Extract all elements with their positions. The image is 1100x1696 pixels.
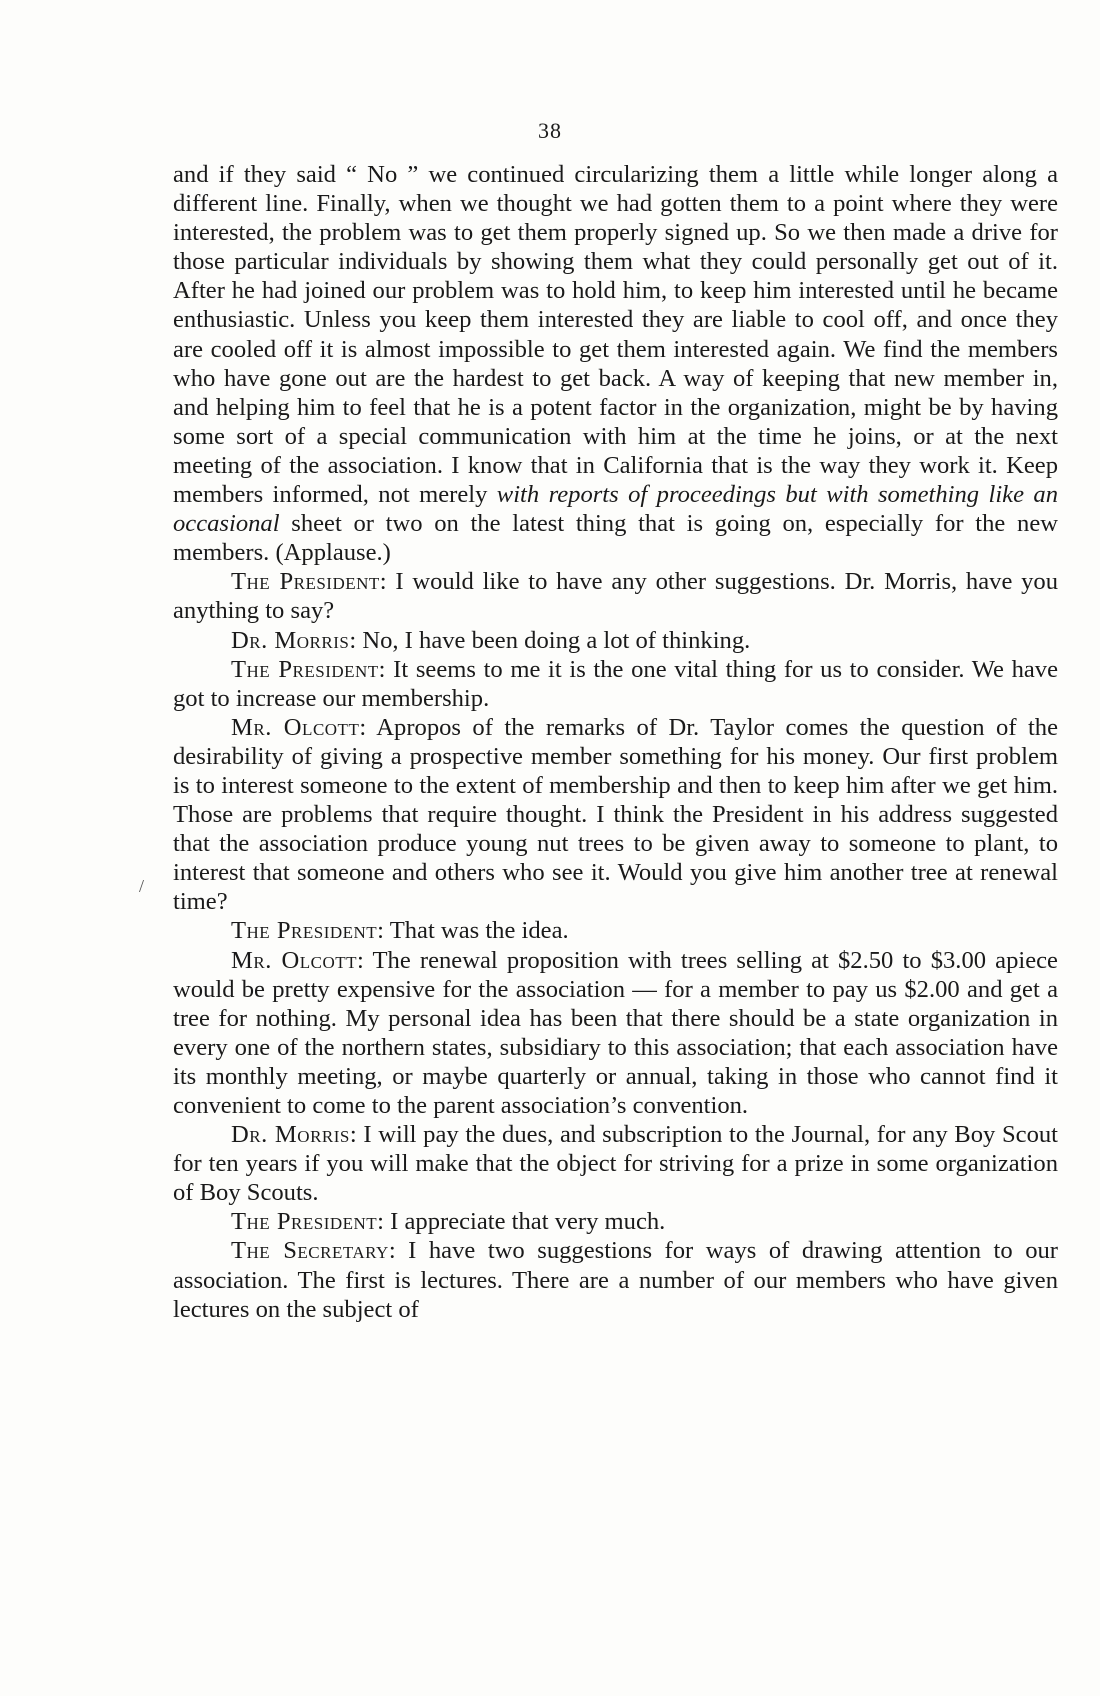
- paragraph-text: sheet or two on the latest thing that is going on, especially for the new members. (Applause.): [173, 510, 1058, 567]
- dialogue-paragraph: The Secretary: I have two suggestions for ways of drawing attention to our association. The first is lectures. There are a number of our members who have given lectures on the subject of: [173, 1237, 1058, 1323]
- dialogue-paragraph: The President: I appreciate that very much.: [231, 1208, 666, 1236]
- dialogue-text: I would like to have any other suggestions. Dr. Morris, have you anything to say?: [173, 568, 1059, 625]
- speaker-label: The Secretary: [231, 1237, 389, 1265]
- dialogue-paragraph: Mr. Olcott: The renewal proposition with trees selling at $2.50 to $3.00 apiece would be pretty expensive for the association — for a member to pay us $2.00 and get a tree for nothing. My personal idea has been that there should be a state organization in every one of the northern states, subsidiary to this association; that each association have its monthly meeting, or maybe quarterly or annual, taking in those who cannot find it convenient to come to the parent association’s convention.: [173, 946, 1058, 1119]
- dialogue-paragraph: The President: It seems to me it is the one vital thing for us to consider. We have got to increase our membership.: [173, 655, 1058, 712]
- paragraph-continuation: [173, 160, 1058, 567]
- dialogue-paragraph: Dr. Morris: No, I have been doing a lot of thinking.: [231, 626, 751, 654]
- speaker-label: The President: [231, 568, 380, 596]
- dialogue-text: I appreciate that very much.: [390, 1208, 666, 1236]
- dialogue-text: That was the idea.: [389, 917, 569, 945]
- speaker-label: Mr. Olcott: [231, 946, 358, 974]
- dialogue-text: The renewal proposition with trees selling at $2.50 to $3.00 apiece would be pretty expensive for the association — for a member to pay us $2.00 and get a tree for nothing. My personal idea has been that there should be a state organization in every one of the northern states, subsidiary to this association; that each association have its monthly meeting, or maybe quarterly or annual, taking in those who cannot find it convenient to come to the parent association’s convention.: [173, 946, 1058, 1119]
- dialogue-paragraph: Dr. Morris: I will pay the dues, and subscription to the Journal, for any Boy Scout for ten years if you will make that the object for striving for a prize in some organization of Boy Scouts.: [173, 1121, 1058, 1207]
- dialogue-paragraph: Mr. Olcott: Apropos of the remarks of Dr. Taylor comes the question of the desirability of giving a prospective member something for his money. Our first problem is to interest someone to the extent of membership and then to keep him after we get him. Those are problems that require thought. I think the President in his address suggested that the association produce young nut trees to be given away to someone to plant, to interest that someone and others who see it. Would you give him another tree at renewal time?: [173, 713, 1059, 916]
- speaker-label: The President: [231, 655, 379, 683]
- speaker-label: The President: [231, 1208, 378, 1236]
- dialogue-paragraph: The President: That was the idea.: [231, 917, 569, 945]
- margin-mark: /: [139, 876, 145, 896]
- paragraph-text: and if they said “ No ” we continued circularizing them a little while longer along a different line. Finally, when we thought we had gotten them to a point where they were interested, the problem was to get them properly signed up. So we then made a drive for those particular individuals by showing them what they could personally get out of it. After he had joined our problem was to hold him, to keep him interested until he became enthusiastic. Unless you keep them interested they are liable to cool off, and once they are cooled off it is almost impossible to get them interested again. We find the members who have gone out are the hardest to get back. A way of keeping that new member in, and helping him to feel that he is a potent factor in the organization, might be by having some sort of a special communication with him at the time he joins, or at the next meeting of the association. I know that in California that is the way they work it. Keep members informed, not merely: [173, 161, 1058, 509]
- dialogue-text: No, I have been doing a lot of thinking.: [362, 626, 751, 654]
- dialogue-text: I will pay the dues, and subscription to the Journal, for any Boy Scout for ten years if you will make that the object for striving for a prize in some organization of Boy Scouts.: [173, 1121, 1058, 1207]
- speaker-label: Mr. Olcott: [231, 713, 360, 741]
- page-number: 38: [538, 118, 562, 143]
- dialogue-paragraph: The President: I would like to have any other suggestions. Dr. Morris, have you anything to say?: [173, 568, 1059, 625]
- dialogue-text: I have two suggestions for ways of drawing attention to our association. The first is lectures. There are a number of our members who have given lectures on the subject of: [173, 1237, 1058, 1323]
- speaker-label: Dr. Morris: [231, 626, 350, 654]
- body-text: [173, 160, 1058, 1324]
- speaker-label: Dr. Morris: [231, 1121, 350, 1149]
- dialogue-text: It seems to me it is the one vital thing for us to consider. We have got to increase our membership.: [173, 655, 1058, 712]
- speaker-label: The President: [231, 917, 378, 945]
- dialogue-text: Apropos of the remarks of Dr. Taylor comes the question of the desirability of giving a prospective member something for his money. Our first problem is to interest someone to the extent of membership and then to keep him after we get him. Those are problems that require thought. I think the President in his address suggested that the association produce young nut trees to be given away to someone to plant, to interest that someone and others who see it. Would you give him another tree at renewal time?: [173, 713, 1059, 916]
- italic-text: with reports of proceedings but with something like an occasional: [173, 481, 1058, 538]
